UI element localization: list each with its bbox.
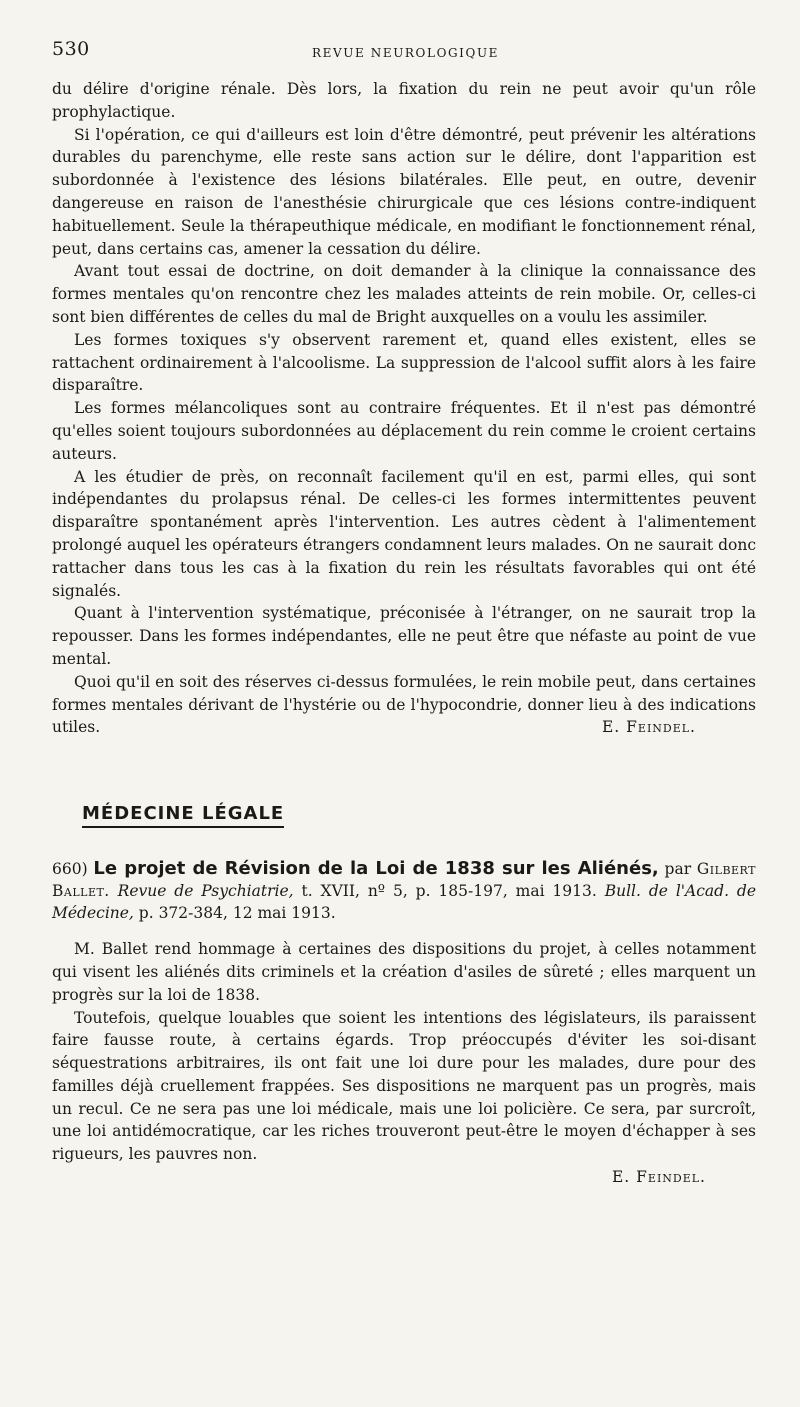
entry-journal-2: Bull. de l'Acad. de Médecine, [52,882,756,923]
entry-title [52,858,756,924]
paragraph: Les formes mélancoliques sont au contraire fréquentes. Et il n'est pas démontré qu'elles soient toujours subordonnées au déplacement du rein comme le croient certains auteurs. [52,399,756,463]
paragraph: Quant à l'intervention systématique, préconisée à l'étranger, on ne saurait trop la repousser. Dans les formes indépendantes, elle ne peut être que néfaste au point de vue mental. [52,604,756,668]
signature-text: E. Feindel. [611,1168,706,1187]
page-header [52,38,756,68]
entry-title-text: Le projet de Révision de la Loi de 1838 sur les Aliénés, [93,858,659,880]
entry-journal: Revue de Psychiatrie, [117,882,294,901]
entry-author: Gilbert Ballet. [52,860,756,901]
signature [52,1166,756,1189]
article-continuation [52,78,756,739]
entry-body [52,938,756,1189]
paragraph: A les étudier de près, on reconnaît facilement qu'il en est, parmi elles, qui sont indépendantes du prolapsus rénal. De celles-ci les formes intermittentes peuvent disparaître spontanément après l'intervention. Les autres cèdent à l'alimentement prolongé auquel les opérateurs étrangers condamnent leurs malades. On ne saurait donc rattacher dans tous les cas à la fixation du rein les résultats favorables qui ont été signalés. [52,467,756,600]
signature-text: E. Feindel. [601,718,696,737]
paragraph: Si l'opération, ce qui d'ailleurs est loin d'être démontré, peut prévenir les altérations durables du parenchyme, elle reste sans action sur le délire, dont l'apparition est subordonnée à l'existence des lésions bilatérales. Elle peut, en outre, devenir dangereuse en raison de l'anesthésie chirurgicale que ces lésions contre-indiquent habituellement. Seule la thérapeuthique médicale, en modifiant le fonctionnement rénal, peut, dans certains cas, amener la cessation du délire. [52,125,756,258]
entry-volume: t. XVII, nº 5, p. 185-197, mai 1913. [301,882,597,901]
paragraph: M. Ballet rend hommage à certaines des dispositions du projet, à celles notamment qui visent les aliénés dits criminels et la création d'asiles de sûreté ; elles marquent un progrès sur la loi de 1838. [52,940,756,1004]
paragraph: Quoi qu'il en soit des réserves ci-dessus formulées, le rein mobile peut, dans certaines formes mentales dérivant de l'hystérie ou de l'hypocondrie, donner lieu à des indications utiles. [52,672,756,737]
paragraph: Avant tout essai de doctrine, on doit demander à la clinique la connaissance des formes mentales qu'on rencontre chez les malades atteints de rein mobile. Or, celles-ci sont bien différentes de celles du mal de Bright auxquelles on a voulu les assimiler. [52,262,756,326]
signature [52,716,756,739]
review-entry [52,858,756,1189]
section-heading: MÉDECINE LÉGALE [82,803,284,828]
entry-number: 660) [52,860,88,879]
section-heading-wrapper [52,739,756,828]
paragraph: Les formes toxiques s'y observent rarement et, quand elles existent, elles se rattachent ordinairement à l'alcoolisme. La suppression de l'alcool suffit alors à les faire disparaître. [52,330,756,395]
paragraph: Toutefois, quelque louables que soient les intentions des législateurs, ils paraissent faire fausse route, à certains égards. Trop préoccupés d'éviter les soi-disant séquestrations arbitraires, ils ont fait une loi dure pour les malades, dure pour des familles déjà cruellement frappées. Ses dispositions ne marquent pas un progrès, mais un recul. Ce ne sera pas une loi médicale, mais une loi policière. Ce sera, par surcroît, une loi antidémocratique, car les riches trouveront peut-être le moyen d'échapper à ses rigueurs, les pauvres non. [52,1008,756,1164]
paragraph: du délire d'origine rénale. Dès lors, la fixation du rein ne peut avoir qu'un rôle prophylactique. [52,80,756,121]
page [52,38,756,1189]
entry-ref-2: p. 372-384, 12 mai 1913. [138,904,336,923]
entry-by: par [664,860,692,879]
running-title: REVUE NEUROLOGIQUE [312,46,500,60]
page-number: 530 [52,38,90,60]
